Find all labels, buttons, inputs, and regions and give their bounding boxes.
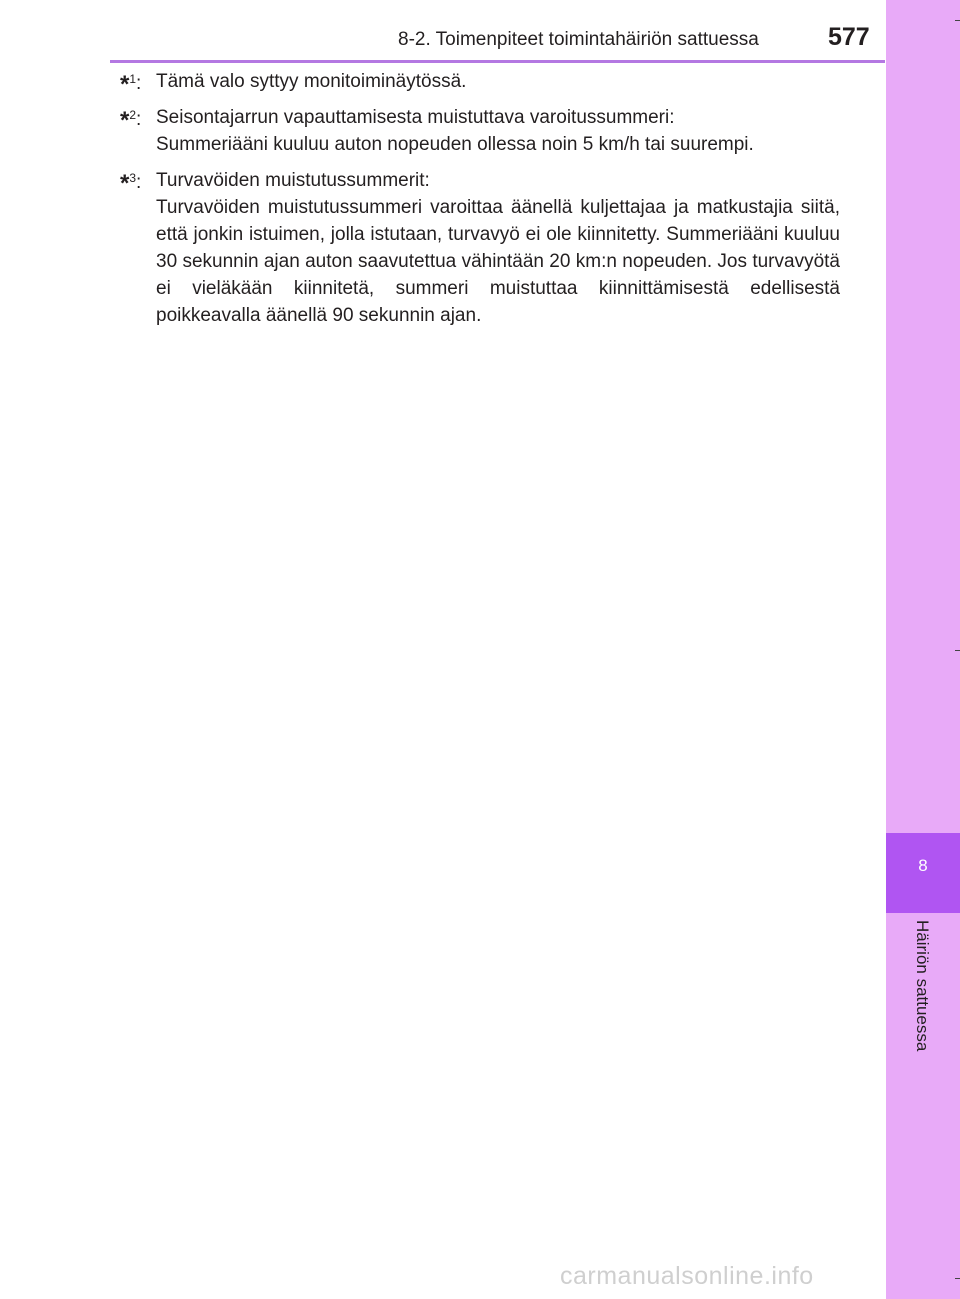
footnote-separator: : bbox=[136, 73, 142, 94]
footnote-separator: : bbox=[136, 109, 142, 130]
footnote-index: 2 bbox=[129, 108, 137, 122]
footnote-list bbox=[120, 68, 840, 338]
footnote-1 bbox=[120, 68, 840, 98]
chapter-label: Häiriön sattuessa bbox=[913, 920, 932, 1052]
footnote-heading: Tämä valo syttyy monitoiminäytössä. bbox=[156, 71, 467, 92]
asterisk-icon: * bbox=[120, 71, 130, 98]
footnote-marker bbox=[120, 104, 141, 133]
trim-mark bbox=[955, 20, 960, 21]
footnote-index: 1 bbox=[129, 72, 137, 86]
section-title: 8-2. Toimenpiteet toimintahäiriön sattuessa bbox=[398, 29, 759, 50]
footnote-2 bbox=[120, 104, 840, 158]
footnote-heading: Turvavöiden muistutussummerit: bbox=[156, 170, 430, 191]
footnote-index: 3 bbox=[129, 171, 137, 185]
page-number: 577 bbox=[828, 23, 870, 51]
footnote-3 bbox=[120, 167, 840, 329]
chapter-number: 8 bbox=[918, 856, 928, 875]
trim-mark bbox=[955, 650, 960, 651]
footnote-marker bbox=[120, 167, 141, 196]
trim-mark bbox=[955, 1278, 960, 1279]
side-tab-strip bbox=[886, 0, 960, 1299]
footnote-marker bbox=[120, 68, 141, 97]
header-rule bbox=[110, 60, 885, 63]
footnote-heading: Seisontajarrun vapauttamisesta muistuttava varoitussummeri: bbox=[156, 107, 675, 128]
footnote-separator: : bbox=[136, 172, 142, 193]
asterisk-icon: * bbox=[120, 170, 130, 197]
watermark: carmanualsonline.info bbox=[560, 1262, 814, 1290]
chapter-label-container bbox=[886, 920, 960, 1090]
footnote-body: Turvavöiden muistutussummeri varoittaa äänellä kuljettajaa ja matkustajia siitä, että jonkin istuimen, jolla istutaan, turvavyö ei ole kiinnitetty. Summeriääni kuuluu 30 sekunnin ajan auton saavutettua vähintään 20 km:n nopeuden. Jos turvavyötä ei vieläkään kiinnitetä, summeri muistuttaa kiinnittämisestä edellisestä poikkeavalla äänellä 90 sekunnin ajan. bbox=[156, 197, 840, 326]
footnote-body: Summeriääni kuuluu auton nopeuden ollessa noin 5 km/h tai suurempi. bbox=[156, 134, 754, 155]
asterisk-icon: * bbox=[120, 107, 130, 134]
